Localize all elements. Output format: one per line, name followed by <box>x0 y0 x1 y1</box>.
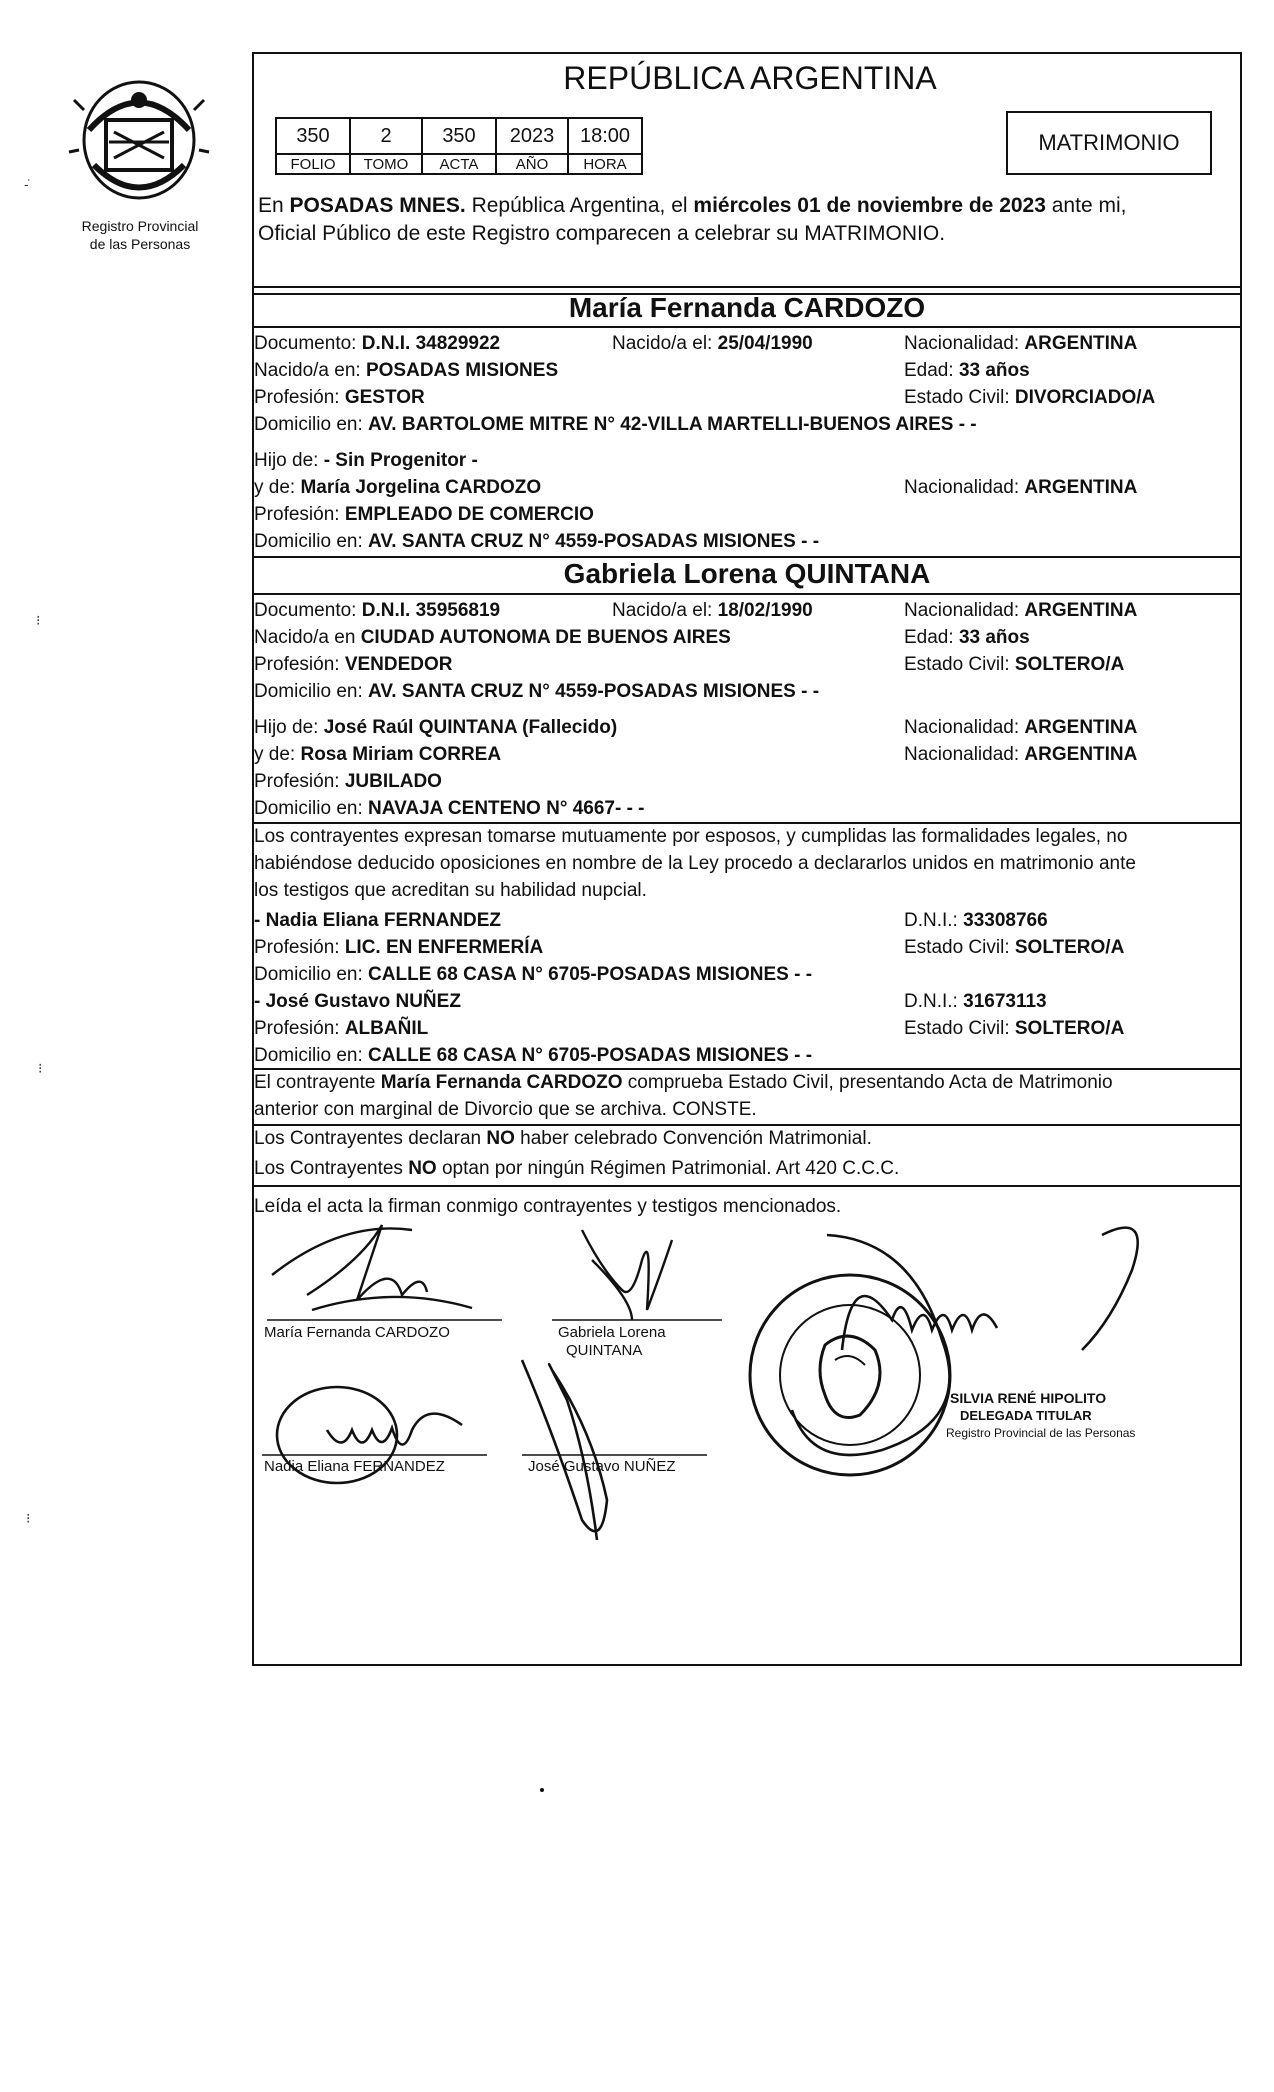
witness1-name <box>254 910 501 932</box>
divider <box>252 822 1242 824</box>
note-spouse-name: María Fernanda CARDOZO <box>380 1072 623 1093</box>
folio-value: 350 <box>276 118 350 154</box>
spouse1-mother <box>254 477 541 499</box>
spouse1-profession <box>254 387 425 409</box>
note-text: El contrayente <box>254 1072 381 1093</box>
spouse1-born-on <box>612 333 813 355</box>
spouse1-addr: AV. BARTOLOME MITRE N° 42-VILLA MARTELLI-BUENOS AIRES - - <box>368 414 977 435</box>
spouse1-nationality <box>904 333 1137 355</box>
spouse2-addr: AV. SANTA CRUZ N° 4559-POSADAS MISIONES - - <box>368 681 820 702</box>
spouse2-parent-addr: NAVAJA CENTENO N° 4667- - - <box>368 798 645 819</box>
signature-spouse2 <box>552 1230 722 1320</box>
signature-label-spouse1: María Fernanda CARDOZO <box>264 1324 450 1341</box>
label: Estado Civil: <box>904 387 1015 408</box>
spouse2-born-on <box>612 600 813 622</box>
spouse1-nat: ARGENTINA <box>1024 333 1138 354</box>
closing-text: Leída el acta la firman conmigo contrayentes y testigos mencionados. <box>254 1196 842 1217</box>
label: Domicilio en: <box>254 798 369 819</box>
witness1-address <box>254 964 812 986</box>
label: Nacido/a el: <box>612 600 718 621</box>
spouse2-mother-nat: ARGENTINA <box>1024 744 1138 765</box>
spouse2-address <box>254 681 819 703</box>
acta-value: 350 <box>422 118 496 154</box>
registry-logo <box>64 70 214 260</box>
label: Hijo de: <box>254 717 324 738</box>
witness1-civil-value: SOLTERO/A <box>1014 937 1125 958</box>
officer-stamp-line3: Registro Provincial de las Personas <box>946 1426 1136 1440</box>
label: Documento: <box>254 600 362 621</box>
divider <box>252 1068 1242 1070</box>
label: Nacido/a en <box>254 627 361 648</box>
witness2-civil <box>904 1018 1124 1040</box>
witness1-dni-value: 33308766 <box>963 910 1048 931</box>
spouse1-mother-nationality <box>904 477 1137 499</box>
label: y de: <box>254 477 301 498</box>
witness1-profession <box>254 937 543 959</box>
spouse2-name: Gabriela Lorena QUINTANA <box>563 558 931 589</box>
declaration-line1: Los contrayentes expresan tomarse mutuamente por esposos, y cumplidas las formalidades legales, no <box>254 826 1128 847</box>
tomo-label: TOMO <box>350 154 422 174</box>
witness2-dni-value: 31673113 <box>963 991 1047 1012</box>
witness2-name-value: - José Gustavo NUÑEZ <box>254 991 461 1012</box>
spouse1-dni: D.N.I. 34829922 <box>361 333 501 354</box>
margin-mark: ⁝ <box>36 612 41 628</box>
spouse2-nat: ARGENTINA <box>1024 600 1138 621</box>
spouse2-mother-nationality <box>904 744 1137 766</box>
note-text: comprueba Estado Civil, presentando Acta de Matrimonio <box>622 1072 1113 1093</box>
label: Nacido/a en: <box>254 360 366 381</box>
label: Nacido/a el: <box>612 333 718 354</box>
note-text: Los Contrayentes <box>254 1158 409 1179</box>
label: Documento: <box>254 333 362 354</box>
label: Domicilio en: <box>254 964 369 985</box>
label: Domicilio en: <box>254 414 369 435</box>
label: y de: <box>254 744 301 765</box>
note-text: haber celebrado Convención Matrimonial. <box>514 1128 872 1149</box>
spouse1-age <box>904 360 1030 382</box>
civil-status-note <box>254 1072 1113 1094</box>
regime-note <box>254 1158 899 1180</box>
spouse2-civil-value: SOLTERO/A <box>1014 654 1125 675</box>
spouse2-father-name: José Raúl QUINTANA (Fallecido) <box>323 717 618 738</box>
note-text: optan por ningún Régimen Patrimonial. Art 420 C.C.C. <box>436 1158 900 1179</box>
witness2-prof: ALBAÑIL <box>344 1018 429 1039</box>
label: Domicilio en: <box>254 531 369 552</box>
spouse1-parent-addr: AV. SANTA CRUZ N° 4559-POSADAS MISIONES - - <box>368 531 820 552</box>
spouse1-age-value: 33 años <box>958 360 1030 381</box>
witness2-name <box>254 991 461 1013</box>
label: Edad: <box>904 627 959 648</box>
spouse1-father-name: - Sin Progenitor - <box>323 450 478 471</box>
spouse1-mother-nat: ARGENTINA <box>1024 477 1138 498</box>
convention-note <box>254 1128 872 1150</box>
spouse1-parent-address <box>254 531 819 553</box>
officer-stamp-line2: DELEGADA TITULAR <box>960 1408 1092 1423</box>
note-text: Los Contrayentes declaran <box>254 1128 487 1149</box>
signature-label-spouse2-line1: Gabriela Lorena <box>558 1324 666 1341</box>
registry-table <box>275 117 643 175</box>
label: Nacionalidad: <box>904 717 1025 738</box>
spouse2-mother <box>254 744 501 766</box>
spouse2-doc <box>254 600 500 622</box>
label: Hijo de: <box>254 450 324 471</box>
margin-mark: -̇ <box>24 176 29 192</box>
divider <box>252 1124 1242 1126</box>
label: Estado Civil: <box>904 654 1015 675</box>
declaration-line3: los testigos que acreditan su habilidad nupcial. <box>254 880 647 901</box>
acta-label: ACTA <box>422 154 496 174</box>
signature-label-witness1: Nadia Eliana FERNANDEZ <box>264 1458 445 1475</box>
coat-of-arms-icon <box>64 70 214 205</box>
spouse2-father-nat: ARGENTINA <box>1024 717 1138 738</box>
label: Profesión: <box>254 387 345 408</box>
witness1-civil <box>904 937 1124 959</box>
signature-label-spouse2-line2: QUINTANA <box>566 1342 643 1359</box>
margin-mark: ⁝ <box>38 1060 43 1076</box>
intro-text: ante mi, <box>1045 194 1127 217</box>
intro-place: POSADAS MNES. <box>289 194 466 217</box>
margin-mark: ⁝ <box>26 1510 31 1526</box>
spouse1-prof: GESTOR <box>344 387 425 408</box>
country-title: REPÚBLICA ARGENTINA <box>563 60 937 96</box>
spouse1-mother-name: María Jorgelina CARDOZO <box>300 477 542 498</box>
signature-witness2 <box>522 1360 707 1540</box>
dot-mark <box>540 1788 544 1792</box>
spouse2-father <box>254 717 617 739</box>
label: Estado Civil: <box>904 937 1015 958</box>
label: Profesión: <box>254 504 345 525</box>
anio-value: 2023 <box>496 118 568 154</box>
label: Estado Civil: <box>904 1018 1015 1039</box>
spouse2-mother-name: Rosa Miriam CORREA <box>300 744 502 765</box>
note-negation: NO <box>486 1128 515 1149</box>
anio-label: AÑO <box>496 154 568 174</box>
divider <box>252 1185 1242 1187</box>
spouse1-civil <box>904 387 1155 409</box>
spouse1-parent-prof: EMPLEADO DE COMERCIO <box>344 504 594 525</box>
signature-spouse1 <box>267 1225 502 1320</box>
label: Nacionalidad: <box>904 600 1025 621</box>
spouse1-civil-value: DIVORCIADO/A <box>1014 387 1156 408</box>
spouse2-age-value: 33 años <box>958 627 1030 648</box>
label: Domicilio en: <box>254 1045 369 1066</box>
spouse2-dni: D.N.I. 35956819 <box>361 600 501 621</box>
label: Profesión: <box>254 654 345 675</box>
witness2-addr: CALLE 68 CASA N° 6705-POSADAS MISIONES - - <box>368 1045 813 1066</box>
intro-date: miércoles 01 de noviembre de 2023 <box>693 194 1046 217</box>
witness1-name-value: - Nadia Eliana FERNANDEZ <box>254 910 502 931</box>
spouse2-father-nationality <box>904 717 1137 739</box>
witness2-civil-value: SOLTERO/A <box>1014 1018 1125 1039</box>
label: Profesión: <box>254 1018 345 1039</box>
tomo-value: 2 <box>350 118 422 154</box>
label: Domicilio en: <box>254 681 369 702</box>
note-negation: NO <box>408 1158 437 1179</box>
spouse2-parent-prof: JUBILADO <box>344 771 442 792</box>
witness2-address <box>254 1045 812 1067</box>
label: Edad: <box>904 360 959 381</box>
label: Profesión: <box>254 937 345 958</box>
spouse1-birthdate: 25/04/1990 <box>717 333 813 354</box>
officer-stamp-line1: SILVIA RENÉ HIPOLITO <box>950 1390 1107 1406</box>
label: D.N.I.: <box>904 910 964 931</box>
logo-caption-line1: Registro Provincial <box>81 218 199 234</box>
official-seal <box>740 1265 960 1485</box>
witness1-dni <box>904 910 1048 932</box>
spouse1-parent-profession <box>254 504 594 526</box>
spouse2-prof: VENDEDOR <box>344 654 453 675</box>
spouse2-born-in <box>254 627 731 649</box>
spouse1-father <box>254 450 478 472</box>
label: Nacionalidad: <box>904 333 1025 354</box>
intro-text: República Argentina, el <box>465 194 694 217</box>
logo-caption-line2: de las Personas <box>89 236 191 252</box>
spouse2-age <box>904 627 1030 649</box>
spouse2-profession <box>254 654 453 676</box>
hora-label: HORA <box>568 154 642 174</box>
spouse2-parent-profession <box>254 771 442 793</box>
witness1-prof: LIC. EN ENFERMERÍA <box>344 937 544 958</box>
label: Nacionalidad: <box>904 744 1025 765</box>
label: Nacionalidad: <box>904 477 1025 498</box>
spouse2-parent-address <box>254 798 645 820</box>
intro-line1 <box>258 194 1126 218</box>
spouse2-birthplace: CIUDAD AUTONOMA DE BUENOS AIRES <box>360 627 731 648</box>
label: Profesión: <box>254 771 345 792</box>
witness2-profession <box>254 1018 428 1040</box>
divider <box>252 593 1242 595</box>
civil-status-note-line2: anterior con marginal de Divorcio que se archiva. CONSTE. <box>254 1099 757 1120</box>
spouse1-address <box>254 414 977 436</box>
spouse2-birthdate: 18/02/1990 <box>717 600 813 621</box>
divider <box>252 326 1242 328</box>
divider <box>252 286 1242 288</box>
witness2-dni <box>904 991 1047 1013</box>
label: D.N.I.: <box>904 991 964 1012</box>
intro-line2: Oficial Público de este Registro comparecen a celebrar su MATRIMONIO. <box>258 222 946 245</box>
hora-value: 18:00 <box>568 118 642 154</box>
spouse1-doc <box>254 333 500 355</box>
spouse1-birthplace: POSADAS MISIONES <box>365 360 559 381</box>
spouse2-civil <box>904 654 1124 676</box>
folio-label: FOLIO <box>276 154 350 174</box>
spouse1-name: María Fernanda CARDOZO <box>568 292 926 323</box>
spouse1-born-in <box>254 360 558 382</box>
seal-icon <box>740 1265 960 1485</box>
spouse2-nationality <box>904 600 1137 622</box>
intro-text: En <box>258 194 290 217</box>
act-type-box: MATRIMONIO <box>1006 111 1212 175</box>
witness1-addr: CALLE 68 CASA N° 6705-POSADAS MISIONES - - <box>368 964 813 985</box>
signature-label-witness2: José Gustavo NUÑEZ <box>528 1458 676 1475</box>
declaration-line2: habiéndose deducido oposiciones en nombre de la Ley procedo a declararlos unidos en matrimonio ante <box>254 853 1136 874</box>
